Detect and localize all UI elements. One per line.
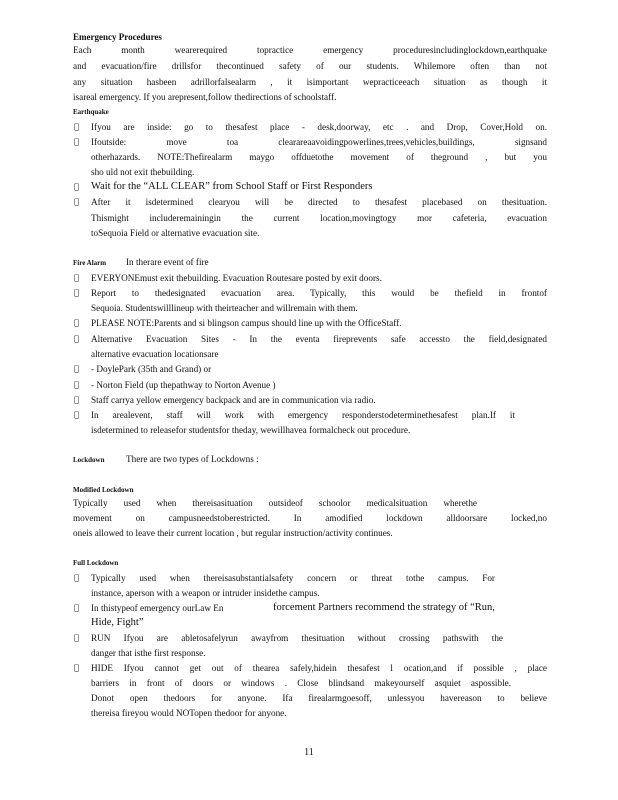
fire-line: alternative evacuation locationsare — [91, 349, 219, 359]
intro-line: and evacuation/fire drillsfor thecontinued safety of our students. Whilemore often than not — [73, 61, 547, 71]
bullet-icon — [74, 380, 82, 390]
fire-alarm-heading: Fire Alarm — [73, 259, 107, 267]
earthquake-line: Wait for the “ALL CLEAR” from School Staff or First Responders — [91, 181, 373, 192]
bullet-icon — [74, 137, 82, 147]
page-number: 11 — [304, 747, 314, 758]
full-line: instance, aperson with a weapon or intruder insidethe campus. — [91, 588, 320, 598]
full-line: thereisa fireyou would NOTopen thedoor for anyone. — [91, 708, 287, 718]
fire-line: In arealevent, staff will work with emergency responderstodeterminethesafest plan.If it — [91, 410, 515, 420]
fire-line: Report to thedesignated evacuation area. Typically, this would be thefield in frontof — [91, 288, 547, 298]
bullet-icon — [74, 122, 82, 132]
full-lockdown-heading: Full Lockdown — [73, 559, 119, 567]
modified-lockdown-heading: Modified Lockdown — [73, 486, 134, 494]
bullet-icon — [74, 633, 82, 643]
modified-line: Typically used when thereisasituation outsideof schoolor medicalsituation wherethe — [73, 498, 477, 508]
full-line: danger that isthe first response. — [91, 648, 206, 658]
bullet-icon — [74, 334, 82, 344]
intro-line: any situation hasbeen adrillorfalsealarm , it isimportant wepracticeeach situation as though it — [73, 77, 547, 87]
fire-line: Sequoia. Studentswilllineup with theirteacher and willremain with them. — [91, 303, 358, 313]
modified-line: oneis allowed to leave their current location , but regular instruction/activity continues. — [73, 528, 393, 538]
bullet-icon — [74, 288, 82, 298]
bullet-icon — [74, 395, 82, 405]
fire-line: EVERYONEmust exit thebuilding. Evacuation Routesare posted by exit doors. — [91, 273, 382, 283]
fire-line: Alternative Evacuation Sites - In the eventa fireprevents safe accessto the field,designated — [91, 334, 547, 344]
bullet-icon — [74, 182, 82, 192]
fire-alarm-intro: In therare event of fire — [126, 257, 209, 267]
full-line: HIDE Ifyou cannot get out of thearea safely,hidein thesafest l ocation,and if possible , place — [91, 663, 547, 673]
bullet-icon — [74, 663, 82, 673]
earthquake-line: Thismight includeremainingin the current location,movingtogy mor cafeteria, evacuation — [91, 213, 547, 223]
lockdown-heading: Lockdown — [73, 456, 105, 464]
intro-line: isareal emergency. If you arepresent,follow thedirections of schoolstaff. — [73, 92, 337, 102]
lockdown-intro: There are two types of Lockdowns : — [126, 454, 259, 464]
earthquake-line: toSequoia Field or alternative evacuation site. — [91, 228, 260, 238]
modified-line: movement on campusneedstoberestricted. In amodified lockdown alldoorsare locked,no — [73, 513, 547, 523]
bullet-icon — [74, 197, 82, 207]
intro-line: Each month wearerequired topractice emergency proceduresincludinglockdown,earthquake — [73, 45, 547, 55]
earthquake-line: sho uld not exit thebuilding. — [91, 167, 195, 177]
full-line: forcement Partners recommend the strategy of “Run, — [273, 602, 495, 613]
bullet-icon — [74, 364, 82, 374]
fire-line: - Norton Field (up thepathway to Norton Avenue ) — [91, 380, 276, 390]
fire-line: isdetermined to releasefor studentsfor theday, wewillhavea formalcheck out procedure. — [91, 425, 411, 435]
bullet-icon — [74, 273, 82, 283]
full-line: Hide, Fight” — [91, 617, 144, 628]
fire-line: PLEASE NOTE:Parents and si blingson campus should line up with the OfficeStaff. — [91, 318, 402, 328]
full-line: barriers in front of doors or windows . Close blindsand makeyourself asquiet aspossible. — [91, 678, 511, 688]
fire-line: - DoylePark (35th and Grand) or — [91, 364, 212, 374]
full-line: Typically used when thereisasubstantialsafety concern or threat tothe campus. For — [91, 573, 495, 583]
bullet-icon — [74, 410, 82, 420]
full-line: Donot open thedoors for anyone. Ifa firealarmgoesoff, unlessyou havereason to believe — [91, 693, 547, 703]
earthquake-line: After it isdetermined clearyou will be directed to thesafest placebased on thesituation. — [91, 197, 547, 207]
earthquake-line: otherhazards. NOTE:Thefirealarm maygo offduetothe movement of theground , but you — [91, 152, 547, 162]
earthquake-heading: Earthquake — [73, 108, 109, 116]
earthquake-line: Ifyou are inside: go to thesafest place - desk,doorway, etc . and Drop, Cover,Hold on. — [91, 122, 547, 132]
full-line: RUN Ifyou are abletosafelyrun awayfrom thesituation without crossing pathswith the — [91, 633, 503, 643]
bullet-icon — [74, 573, 82, 583]
bullet-icon — [74, 318, 82, 328]
earthquake-line: Ifoutside: move toa clearareaavoidingpowerlines,trees,vehicles,buildings, signsand — [91, 137, 547, 147]
bullet-icon — [74, 603, 82, 613]
page-title: Emergency Procedures — [73, 32, 162, 42]
fire-line: Staff carrya yellow emergency backpack and are in communication via radio. — [91, 395, 376, 405]
full-line: In thistypeof emergency ourLaw En — [91, 603, 224, 613]
